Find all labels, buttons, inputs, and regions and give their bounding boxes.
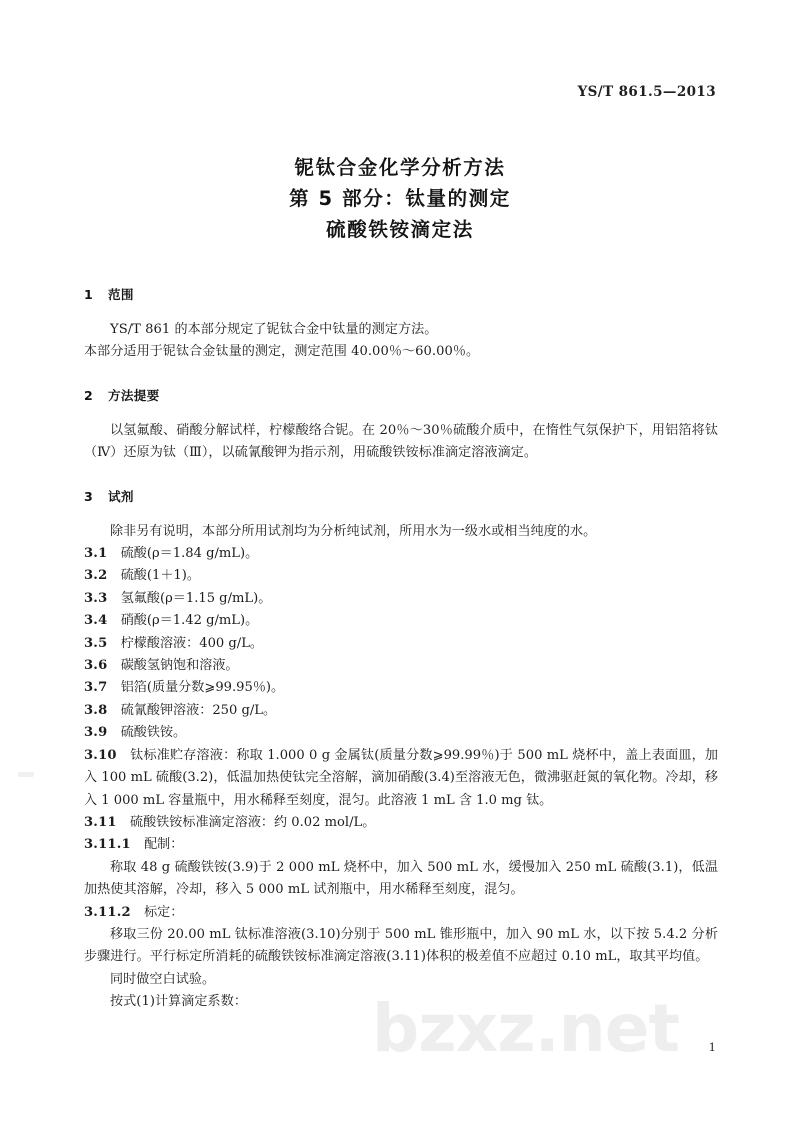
principle-title: 方法提要	[108, 387, 160, 403]
subclause-3-11-2-body-3: 按式(1)计算滴定系数：	[110, 994, 247, 1010]
page-number: 1	[708, 1040, 716, 1054]
reagent-item-label: 3.8	[84, 702, 108, 718]
reagent-item	[84, 655, 718, 677]
reagent-item	[84, 610, 718, 632]
subclause-title: 配制：	[144, 837, 184, 853]
scope-title: 范围	[108, 287, 134, 302]
scope-paragraph-1: YS/T 861 的本部分规定了铌钛合金中钛量的测定方法。	[110, 322, 438, 337]
reagent-item-text: 氢氟酸(ρ＝1.15 g/mL)。	[120, 590, 272, 606]
subclause-3-11-1-body: 称取 48 g 硫酸铁铵(3.9)于 2 000 mL 烧杯中，加入 500 mL 水，缓慢加入 250 mL 硫酸(3.1)，低温加热使其溶解，冷却，移入 5 000 mL 试剂瓶中，用水稀释至刻度，混匀。	[84, 859, 718, 898]
section-principle	[84, 385, 718, 465]
subclause-3-11-2-body-2: 同时做空白试验。	[110, 971, 216, 987]
reagents-number: 3	[84, 488, 94, 504]
reagent-item	[84, 588, 718, 610]
reagent-item-label: 3.7	[84, 680, 108, 696]
reagents-heading	[84, 486, 718, 505]
spacer	[84, 309, 718, 319]
reagent-item-label: 3.3	[84, 590, 108, 606]
reagent-item-label: 3.2	[84, 568, 108, 584]
reagent-item-text: 碳酸氢钠饱和溶液。	[120, 658, 239, 674]
section-scope	[84, 284, 718, 364]
reagent-item-text: 柠檬酸溶液：400 g/L。	[120, 635, 263, 651]
reagent-item	[84, 812, 718, 834]
title-line-1: 铌钛合金化学分析方法	[294, 156, 506, 179]
spacer	[84, 511, 718, 521]
title-line-3: 硫酸铁铵滴定法	[326, 218, 474, 241]
reagent-item	[84, 677, 718, 699]
reagent-item	[84, 745, 718, 812]
reagent-item	[84, 633, 718, 655]
reagent-item-label: 3.1	[84, 546, 108, 562]
reagent-item-label: 3.6	[84, 658, 108, 674]
running-header-standard-code: YS/T 861.5—2013	[577, 84, 716, 100]
watermark: bzxz.net	[372, 990, 680, 1067]
reagent-item	[84, 722, 718, 744]
document-title-block	[0, 152, 800, 245]
reagent-item-text: 铝箔(质量分数⩾99.95％)。	[120, 680, 285, 696]
scope-number: 1	[84, 287, 94, 302]
reagent-item-text: 硫氰酸钾溶液：250 g/L。	[120, 702, 277, 718]
reagents-title: 试剂	[108, 488, 134, 504]
reagent-item-text: 硫酸铁铵标准滴定溶液：约 0.02 mol/L。	[130, 814, 376, 830]
subclause-title: 标定：	[144, 904, 184, 920]
principle-paragraph-1: 以氢氟酸、硝酸分解试样，柠檬酸络合铌。在 20％～30％硫酸介质中，在惰性气氛保护下，用铝箔将钛（Ⅳ）还原为钛（Ⅲ），以硫氰酸钾为指示剂，用硫酸铁铵标准滴定溶液滴定。	[84, 422, 718, 461]
reagent-item-label: 3.4	[84, 613, 108, 629]
scope-paragraph-2: 本部分适用于铌钛合金钛量的测定，测定范围 40.00％～60.00％。	[84, 344, 480, 360]
document-body	[84, 284, 718, 1033]
reagent-item-text: 硫酸(1＋1)。	[120, 568, 200, 584]
spacer	[84, 410, 718, 420]
reagent-item-text: 硫酸(ρ＝1.84 g/mL)。	[120, 546, 259, 562]
reagent-item-label: 3.11	[84, 814, 117, 830]
scope-heading	[84, 284, 718, 303]
scan-artifact	[18, 772, 34, 777]
reagent-item-label: 3.10	[84, 747, 117, 763]
reagent-item	[84, 565, 718, 587]
reagent-item-label: 3.5	[84, 635, 108, 651]
title-line-2: 第 5 部分：钛量的测定	[289, 187, 511, 210]
reagent-item	[84, 700, 718, 722]
principle-number: 2	[84, 387, 94, 403]
reagent-item-text: 钛标准贮存溶液：称取 1.000 0 g 金属钛(质量分数⩾99.99％)于 500 mL 烧杯中，盖上表面皿，加入 100 mL 硫酸(3.2)，低温加热使钛完全溶解，滴加硝酸(3.4)至溶液无色，微沸驱赶氮的氧化物。冷却，移入 1 000 mL 容量瓶中，用水稀释至刻度，混匀。此溶液 1 mL 含 1.0 mg 钛。	[84, 747, 718, 808]
subclause-3-11-2-body-1: 移取三份 20.00 mL 钛标准溶液(3.10)分别于 500 mL 锥形瓶中，加入 90 mL 水，以下按 5.4.2 分析步骤进行。平行标定所消耗的硫酸铁铵标准滴定溶液(3.11)体积的极差值不应超过 0.10 mL，取其平均值。	[84, 926, 718, 965]
subclause-3-11-2-heading	[84, 902, 718, 924]
reagent-item	[84, 543, 718, 565]
reagent-item-label: 3.9	[84, 725, 108, 741]
reagent-item-text: 硫酸铁铵。	[120, 725, 187, 741]
subclause-label: 3.11.2	[84, 904, 131, 920]
reagent-item-text: 硝酸(ρ＝1.42 g/mL)。	[120, 613, 259, 629]
reagents-intro: 除非另有说明，本部分所用试剂均为分析纯试剂，所用水为一级水或相当纯度的水。	[110, 523, 597, 539]
subclause-label: 3.11.1	[84, 837, 131, 853]
principle-heading	[84, 385, 718, 404]
section-reagents	[84, 486, 718, 1014]
subclause-3-11-1-heading	[84, 834, 718, 856]
